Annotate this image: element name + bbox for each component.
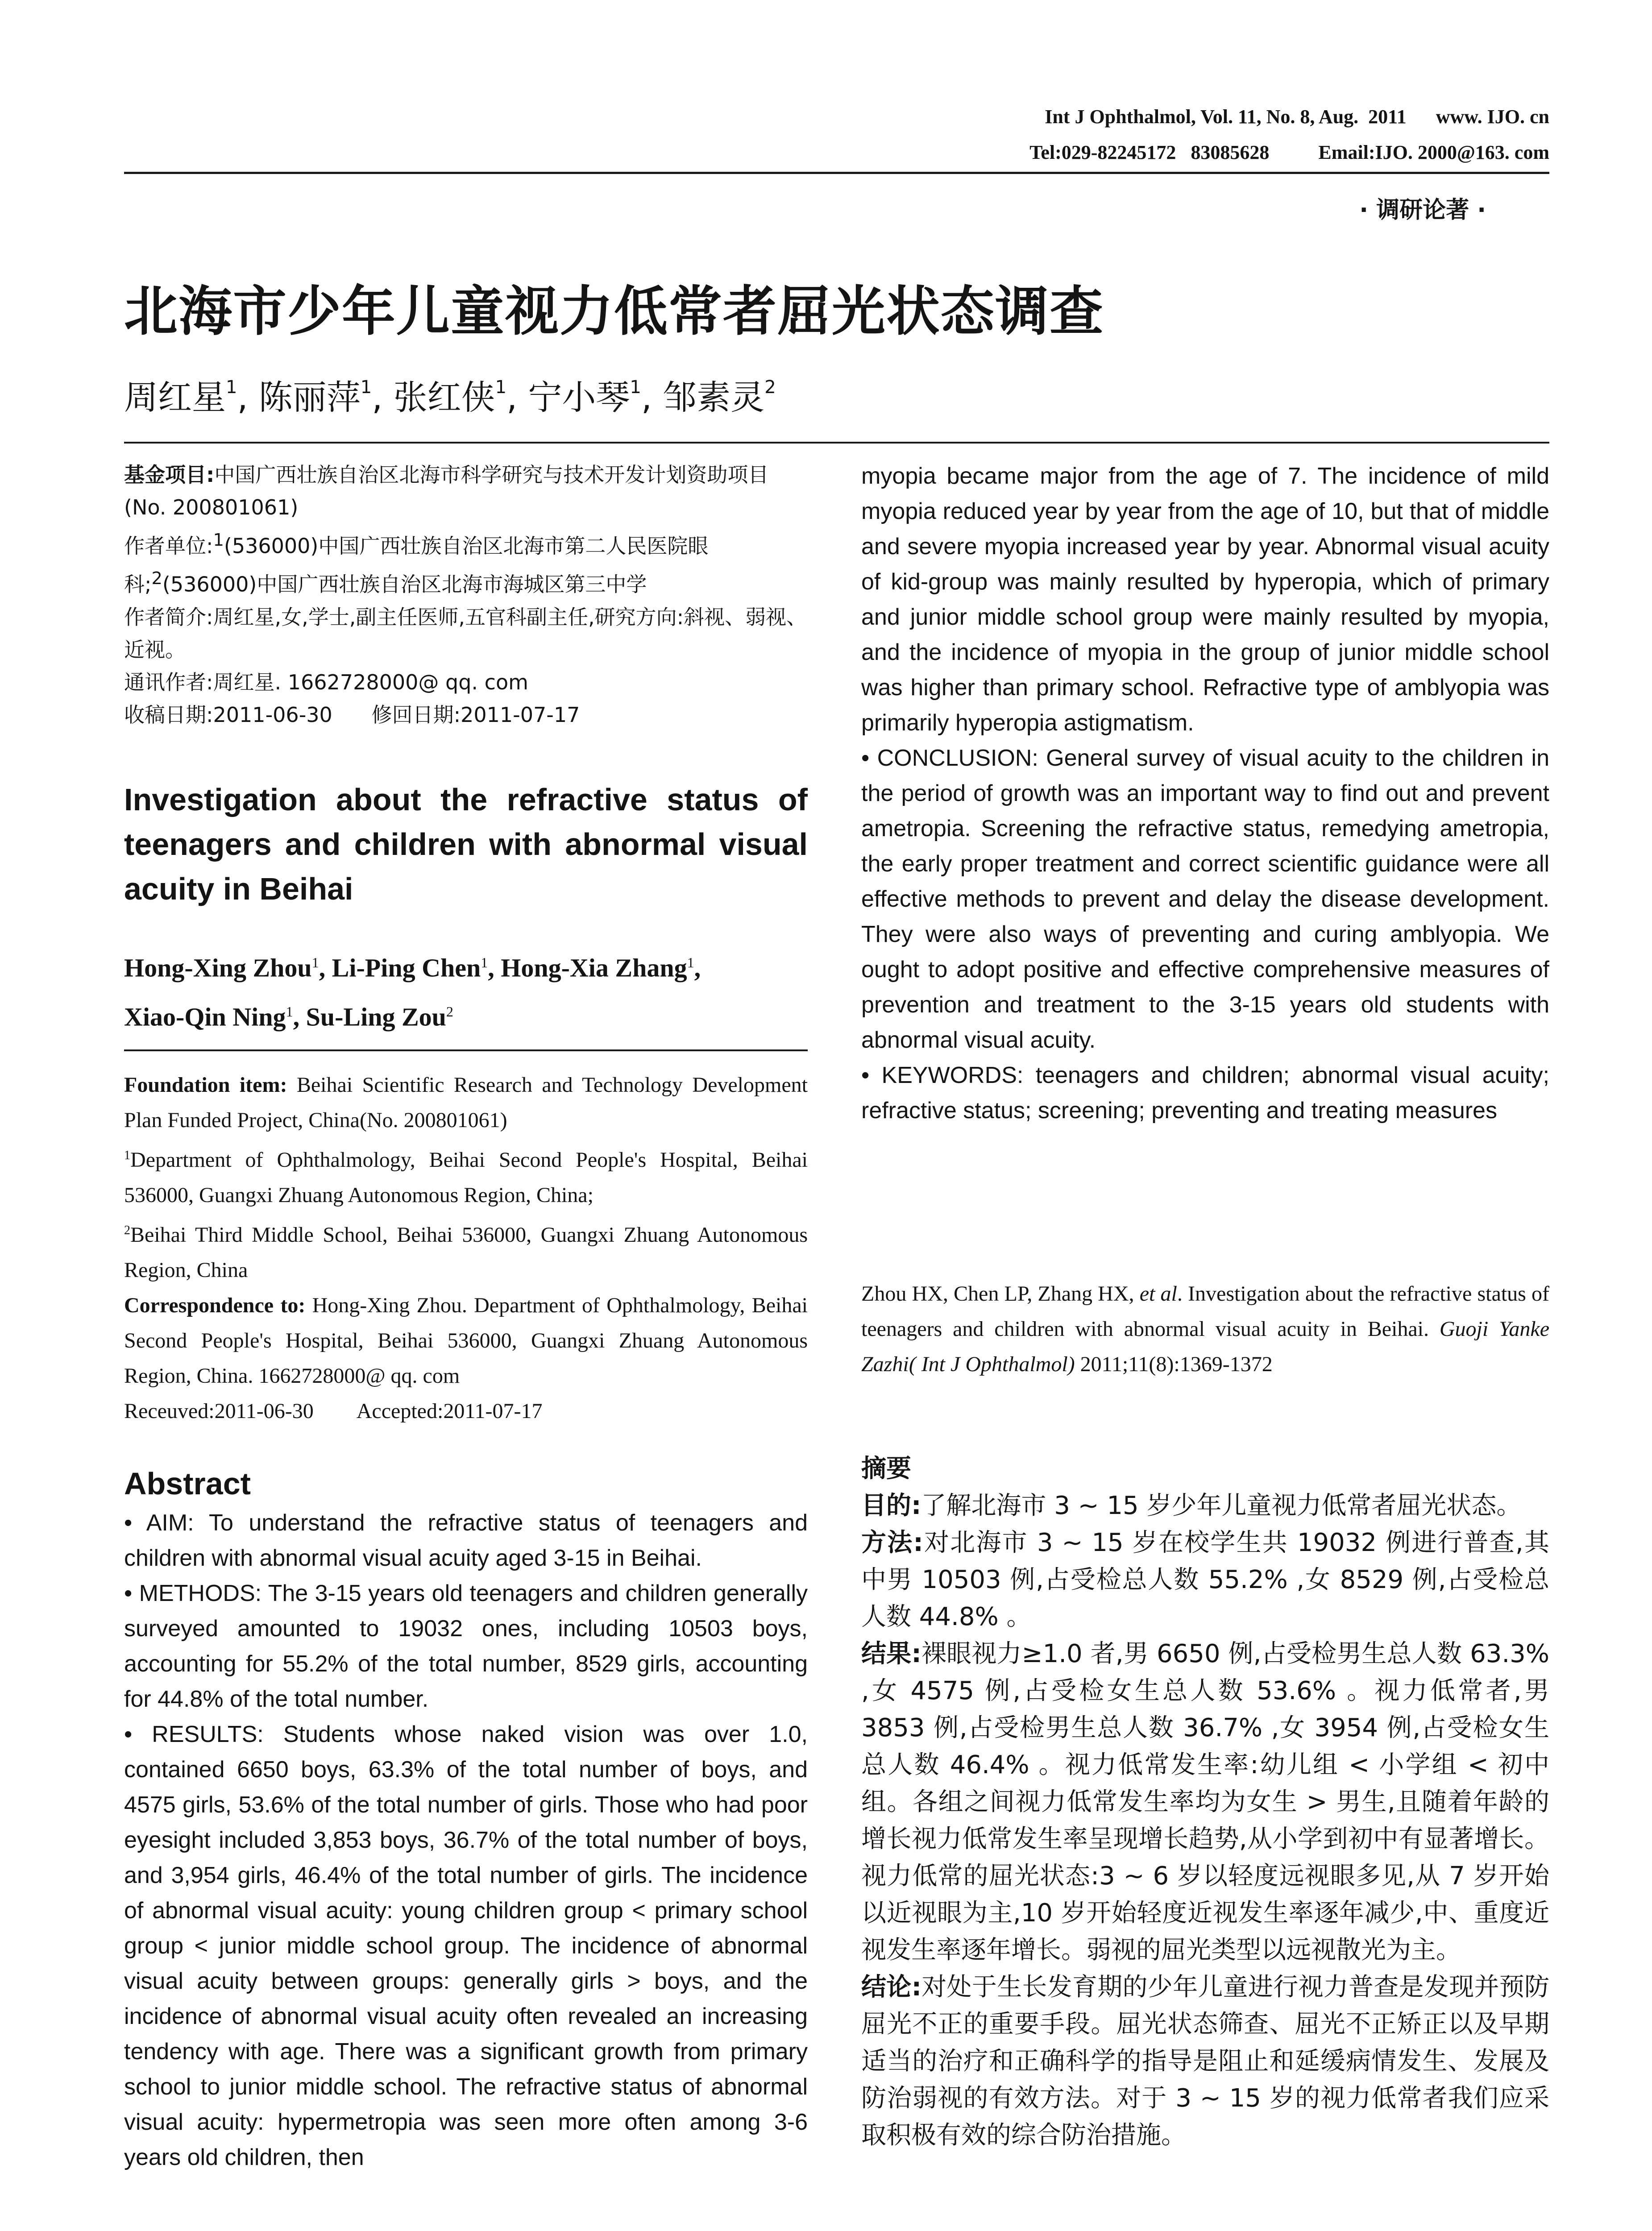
- author-sep: ,: [293, 1002, 306, 1032]
- dates-en: [124, 1393, 808, 1429]
- title-en: Investigation about the refractive status of teenagers and children with abnormal visual acuity in Beihai: [124, 782, 808, 906]
- author-en: Hong-Xia Zhang: [501, 953, 687, 983]
- bio-label: 作者简介:: [124, 605, 213, 629]
- author-sup: 1: [311, 954, 319, 970]
- methods-label-cn: 方法:: [861, 1528, 923, 1557]
- author-sep: ,: [237, 377, 248, 417]
- bio-info: [124, 601, 808, 666]
- accepted-en: Accepted:2011-07-17: [356, 1399, 543, 1423]
- authors-rule: [124, 1049, 808, 1051]
- abstract-en-continued: [861, 459, 1549, 1128]
- unit-info: [124, 524, 808, 601]
- corr-text: 周红星. 1662728000@ qq. com: [213, 670, 528, 694]
- abstract-results-cont: myopia became major from the age of 7. The incidence of mild myopia reduced year by year from the age of 10, but that of middle and severe myopia increased year by year. Abnormal visual acuity of kid-group was mainly resulted by hyperopia, which of primary and junior middle school group were mainly resulted by myopia, and the incidence of myopia in the group of junior middle school was higher than primary school. Refractive type of amblyopia was primarily hyperopia astigmatism.: [861, 463, 1549, 736]
- unit-sup: 2: [151, 568, 162, 589]
- abstract-cn: [861, 1450, 1549, 2154]
- unit-text: (536000)中国广西壮族自治区北海市海城区第三中学: [162, 572, 647, 597]
- affiliation-1: [124, 1138, 808, 1213]
- fund-text: 中国广西壮族自治区北海市科学研究与技术开发计划资助项目(No. 200801061): [124, 463, 769, 519]
- unit-sup: 1: [213, 530, 224, 550]
- abstract-cn-heading: 摘要: [861, 1454, 911, 1483]
- authors-cn: [124, 370, 776, 419]
- author-en: Xiao-Qin Ning: [124, 1002, 286, 1032]
- author-sep: ,: [372, 377, 383, 417]
- author-cn: 陈丽萍: [258, 377, 361, 417]
- author-sup: 2: [764, 377, 776, 398]
- aff-text: Department of Ophthalmology, Beihai Second People's Hospital, Beihai 536000, Guangxi Zhuang Autonomous Region, China;: [124, 1148, 808, 1207]
- author-en: Su-Ling Zou: [306, 1002, 446, 1032]
- citation-journal: Guoji Yanke Zazhi( Int J Ophthalmol): [861, 1317, 1550, 1376]
- citation-authors: Zhou HX, Chen LP, Zhang HX,: [861, 1282, 1140, 1306]
- corr-label: 通讯作者:: [124, 670, 213, 694]
- abstract-cn-conclusion: [861, 1969, 1549, 2154]
- dates-info: [124, 699, 808, 731]
- section-tag: · 调研论著 ·: [1359, 197, 1486, 224]
- abstract-methods: • METHODS: The 3-15 years old teenagers and children generally surveyed amounted to 19032 ones, including 10503 boys, accounting for 55.2% of the total number, 8529 girls, accounting for 44.8% of the total number.: [124, 1580, 808, 1712]
- author-sup: 1: [481, 954, 488, 970]
- foundation-block: [124, 1067, 808, 1429]
- conclusion-label-cn: 结论:: [861, 1973, 921, 2002]
- abstract-results: • RESULTS: Students whose naked vision was over 1.0, contained 6650 boys, 63.3% of the total number of boys, and 4575 girls, 53.6% of the total number of girls. Those who had poor eyesight included 3,853 boys, 36.7% of the total number of boys, and 3,954 girls, 46.4% of the total number of girls. The incidence of abnormal visual acuity: young children group < primary school group < junior middle school group. The incidence of abnormal visual acuity between groups: generally girls > boys, and the incidence of abnormal visual acuity often revealed an increasing tendency with age. There was a significant growth from primary school to junior middle school. The refractive status of abnormal visual acuity: hypermetropia was seen more often among 3-6 years old children, then: [124, 1721, 808, 2170]
- author-sup: 1: [495, 377, 507, 398]
- foundation-label: Foundation item:: [124, 1073, 287, 1097]
- corr-text-en: Hong-Xing Zhou. Department of Ophthalmology, Beihai Second People's Hospital, Beihai 536000, Guangxi Zhuang Autonomous Region, China. 1662728000@ qq. com: [124, 1294, 808, 1388]
- correspondence: [124, 1288, 808, 1393]
- corr-info: [124, 666, 808, 699]
- revised-date: 修回日期:2011-07-17: [371, 702, 580, 727]
- author-sep: ,: [506, 377, 518, 417]
- results-text-cn: 裸眼视力≥1.0 者,男 6650 例,占受检男生总人数 63.3% ,女 4575 例,占受检女生总人数 53.6% 。视力低常者,男 3853 例,占受检男生总人数 36.7% ,女 3954 例,占受检女生总人数 46.4% 。视力低常发生率:幼儿组 < 小学组 < 初中组。各组之间视力低常发生率均为女生 > 男生,且随着年龄的增长视力低常发生率呈现增长趋势,从小学到初中有显著增长。视力低常的屈光状态:3 ~ 6 岁以轻度远视眼多见,从 7 岁开始以近视眼为主,10 岁开始轻度近视发生率逐年减少,中、重度近视发生率逐年增长。弱视的屈光类型以远视散光为主。: [861, 1639, 1549, 1965]
- author-sup: 1: [687, 954, 694, 970]
- author-sep: ,: [641, 377, 652, 417]
- aff-sup: 2: [124, 1223, 130, 1237]
- authors-en: [124, 941, 808, 1039]
- title-rule: [124, 442, 1549, 444]
- methods-text-cn: 对北海市 3 ~ 15 岁在校学生共 19032 例进行普查,其中男 10503 例,占受检总人数 55.2% ,女 8529 例,占受检总人数 44.8% 。: [861, 1528, 1549, 1631]
- abstract-en: [124, 1464, 808, 2175]
- fund-label: 基金项目:: [124, 463, 215, 487]
- abstract-cn-aim: [861, 1487, 1549, 1524]
- author-cn: 宁小琴: [528, 377, 630, 417]
- author-en: Hong-Xing Zhou: [124, 953, 312, 983]
- citation-etal: et al: [1139, 1282, 1177, 1306]
- citation-volume: 2011;11(8):1369-1372: [1075, 1352, 1273, 1376]
- citation: [861, 1276, 1549, 1382]
- abstract-cn-results: [861, 1635, 1549, 1969]
- author-sup: 1: [630, 377, 641, 398]
- affiliation-2: [124, 1213, 808, 1288]
- author-cn: 邹素灵: [663, 377, 765, 417]
- title-cn: 北海市少年儿童视力低常者屈光状态调查: [124, 281, 1104, 343]
- unit-text: (536000)中国广西壮族自治区北海市第二人民医院眼科;: [124, 534, 709, 597]
- received-date: 收稿日期:2011-06-30: [124, 702, 332, 727]
- author-sup: 1: [226, 377, 237, 398]
- journal-header-line1: Int J Ophthalmol, Vol. 11, No. 8, Aug. 2011 www. IJO. cn: [1045, 106, 1549, 128]
- aim-text-cn: 了解北海市 3 ~ 15 岁少年儿童视力低常者屈光状态。: [921, 1491, 1522, 1520]
- header-rule: [124, 172, 1549, 174]
- abstract-conclusion: • CONCLUSION: General survey of visual acuity to the children in the period of growth was an important way to find out and prevent ametropia. Screening the refractive status, remedying ametropia, the early proper treatment and correct scientific guidance were all effective methods to prevent and delay the disease development. They were also ways of preventing and curing amblyopia. We ought to adopt positive and effective comprehensive measures of prevention and treatment to the 3-15 years old students with abnormal visual acuity.: [861, 745, 1549, 1053]
- journal-header-line2: Tel:029-82245172 83085628 Email:IJO. 2000@163. com: [1029, 141, 1549, 163]
- aim-label-cn: 目的:: [861, 1491, 921, 1520]
- author-sep: ,: [694, 953, 701, 983]
- results-label-cn: 结果:: [861, 1639, 921, 1668]
- bio-text: 周红星,女,学士,副主任医师,五官科副主任,研究方向:斜视、弱视、近视。: [124, 605, 807, 662]
- abstract-keywords: • KEYWORDS: teenagers and children; abnormal visual acuity; refractive status; screening; preventing and treating measures: [861, 1062, 1549, 1124]
- abstract-heading: Abstract: [124, 1466, 251, 1501]
- author-sep: ,: [488, 953, 501, 983]
- author-sup: 1: [286, 1004, 293, 1020]
- article-info-cn: [124, 459, 808, 731]
- author-cn: 周红星: [124, 377, 226, 417]
- received-en: Receuved:2011-06-30: [124, 1399, 314, 1423]
- author-sup: 1: [360, 377, 372, 398]
- abstract-cn-methods: [861, 1524, 1549, 1635]
- aff-text: Beihai Third Middle School, Beihai 536000, Guangxi Zhuang Autonomous Region, China: [124, 1223, 808, 1282]
- foundation-item: [124, 1067, 808, 1138]
- unit-label: 作者单位:: [124, 534, 213, 558]
- author-en: Li-Ping Chen: [332, 953, 481, 983]
- author-sup: 2: [446, 1004, 453, 1020]
- author-sep: ,: [319, 953, 332, 983]
- abstract-aim: • AIM: To understand the refractive status of teenagers and children with abnormal visual acuity aged 3-15 in Beihai.: [124, 1510, 808, 1571]
- foundation-text: Beihai Scientific Research and Technology Development Plan Funded Project, China(No. 200801061): [124, 1073, 808, 1132]
- fund-info: [124, 459, 808, 524]
- author-cn: 张红侠: [393, 377, 495, 417]
- citation-title: . Investigation about the refractive status of teenagers and children with abnormal visual acuity in Beihai.: [861, 1282, 1549, 1341]
- corr-label-en: Correspondence to:: [124, 1294, 306, 1317]
- conclusion-text-cn: 对处于生长发育期的少年儿童进行视力普查是发现并预防屈光不正的重要手段。屈光状态筛查、屈光不正矫正以及早期适当的治疗和正确科学的指导是阻止和延缓病情发生、发展及防治弱视的有效方法。对于 3 ~ 15 岁的视力低常者我们应采取积极有效的综合防治措施。: [861, 1973, 1549, 2150]
- aff-sup: 1: [124, 1149, 130, 1162]
